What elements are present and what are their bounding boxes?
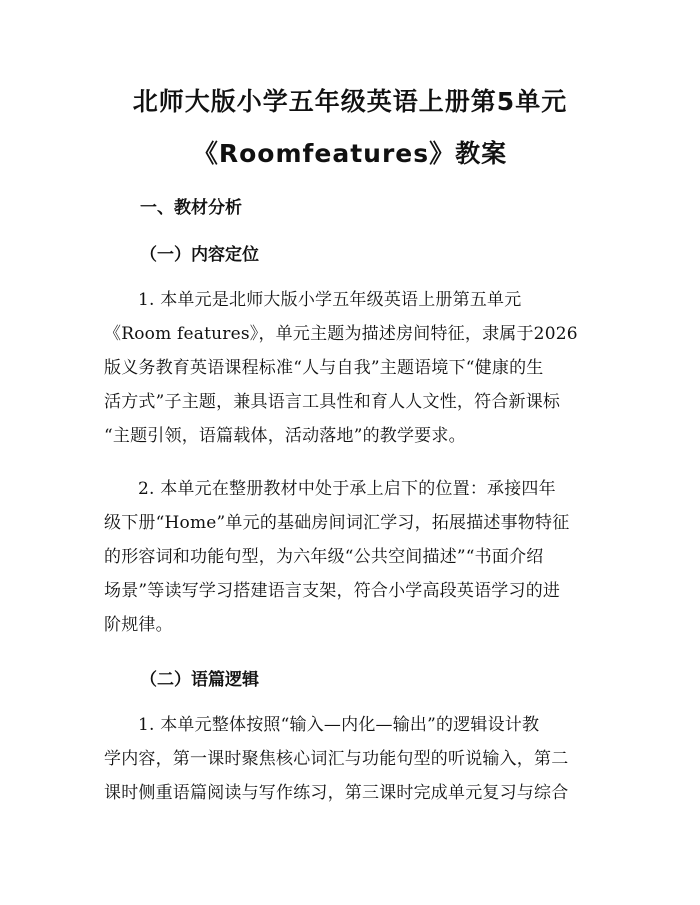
section-heading-textbook-analysis: 一、教材分析 [140,198,242,218]
paragraph-line: 1. 本单元是北师大版小学五年级英语上册第五单元 [138,290,522,310]
subsection-heading-discourse-logic: （二）语篇逻辑 [140,670,259,690]
paragraph-line: 场景”等读写学习搭建语言支架，符合小学高段英语学习的进 [104,581,561,601]
paragraph-2 [104,472,604,642]
paragraph-line: 活方式”子主题，兼具语言工具性和育人人文性，符合新课标 [104,392,561,412]
paragraph-line: “主题引领，语篇载体，活动落地”的教学要求。 [104,426,466,446]
subsection-heading-content-positioning: （一）内容定位 [140,245,259,265]
paragraph-3 [104,708,604,810]
document-title-line-1: 北师大版小学五年级英语上册第5单元 [132,87,568,116]
paragraph-line: 2. 本单元在整册教材中处于承上启下的位置：承接四年 [138,479,556,499]
paragraph-line: 课时侧重语篇阅读与写作练习，第三课时完成单元复习与综合 [104,783,569,803]
paragraph-line: 的形容词和功能句型，为六年级“公共空间描述”“书面介绍 [104,547,544,567]
paragraph-line: 《Room features》，单元主题为描述房间特征，隶属于2026 [104,324,578,344]
paragraph-line: 阶规律。 [104,615,173,635]
paragraph-line: 版义务教育英语课程标准“人与自我”主题语境下“健康的生 [104,358,544,378]
paragraph-line: 1. 本单元整体按照“输入—内化—输出”的逻辑设计教 [138,715,540,735]
document-title-line-2: 《Roomfeatures》教案 [192,139,508,168]
paragraph-1 [104,283,604,453]
paragraph-line: 学内容，第一课时聚焦核心词汇与功能句型的听说输入，第二 [104,749,569,769]
paragraph-line: 级下册“Home”单元的基础房间词汇学习，拓展描述事物特征 [104,513,570,533]
